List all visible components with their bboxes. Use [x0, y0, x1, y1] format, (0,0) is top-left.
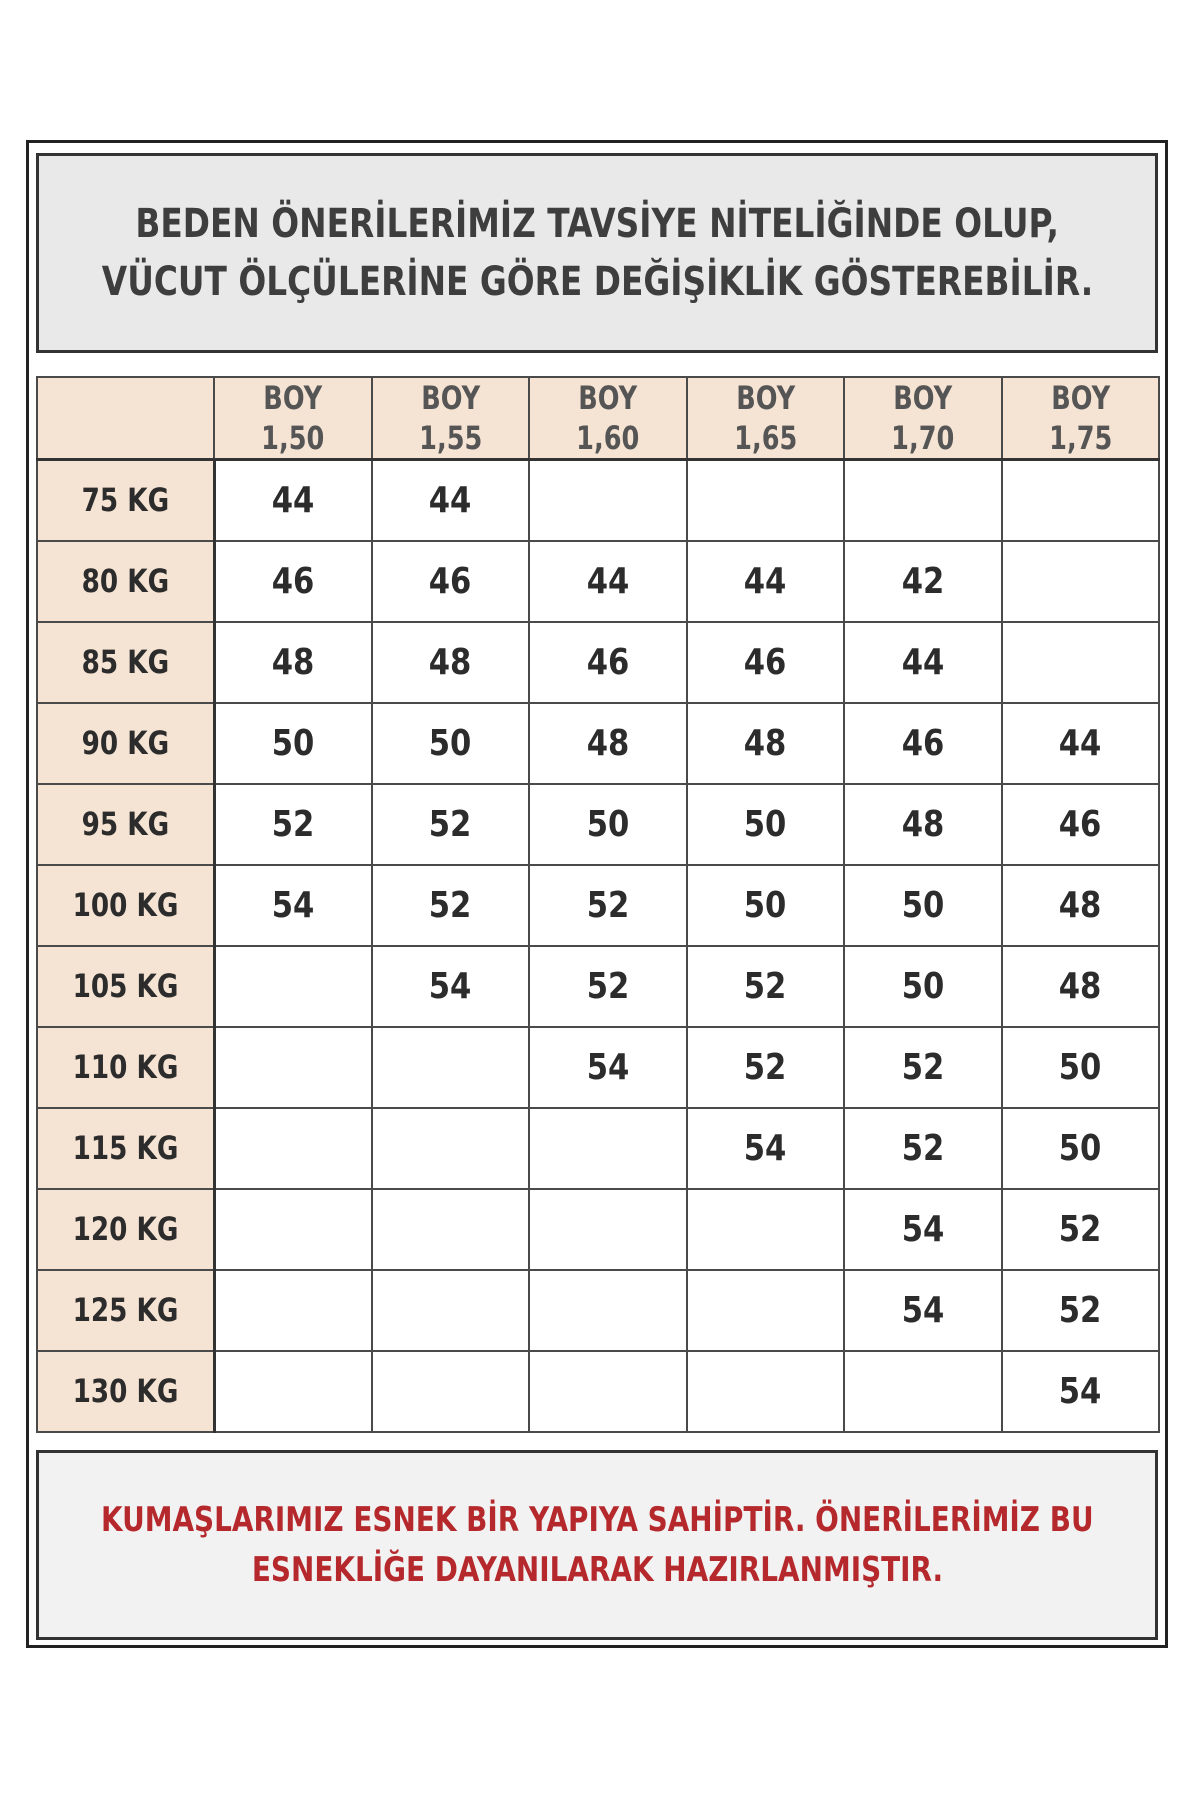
table-row — [37, 1351, 1159, 1432]
column-header-boy-150 — [214, 377, 372, 460]
row-header-weight — [37, 946, 214, 1027]
row-header-weight — [37, 1027, 214, 1108]
size-cell — [529, 1270, 687, 1351]
row-header-weight — [37, 541, 214, 622]
size-value: 48 — [1058, 965, 1102, 1007]
row-header-weight — [37, 1108, 214, 1189]
size-value: 50 — [428, 722, 472, 764]
size-value: 52 — [586, 884, 630, 926]
weight-label: 110 KG — [72, 1048, 179, 1086]
size-cell — [529, 784, 687, 865]
size-cell — [372, 865, 530, 946]
table-row — [37, 703, 1159, 784]
size-value: 44 — [428, 479, 472, 521]
size-value: 50 — [743, 884, 787, 926]
size-chart-table — [36, 376, 1160, 1433]
size-cell — [1002, 622, 1160, 703]
size-cell — [844, 865, 1002, 946]
size-cell — [687, 703, 845, 784]
size-cell — [1002, 541, 1160, 622]
size-value: 42 — [901, 560, 945, 602]
weight-label: 115 KG — [72, 1129, 179, 1167]
size-cell — [687, 460, 845, 541]
weight-label: 120 KG — [72, 1210, 179, 1248]
row-header-weight — [37, 784, 214, 865]
column-header-boy-165 — [687, 377, 845, 460]
top-notice-line-2: VÜCUT ÖLÇÜLERİNE GÖRE DEĞİŞİKLİK GÖSTEREBİLİR. — [101, 259, 1093, 305]
size-cell — [529, 1027, 687, 1108]
size-cell — [844, 1189, 1002, 1270]
size-value: 52 — [271, 803, 315, 845]
size-value: 50 — [1058, 1046, 1102, 1088]
size-cell — [687, 1351, 845, 1432]
size-value: 48 — [271, 641, 315, 683]
size-value: 44 — [743, 560, 787, 602]
size-cell — [687, 1189, 845, 1270]
table-row — [37, 1270, 1159, 1351]
weight-label: 85 KG — [81, 643, 170, 681]
size-cell — [529, 946, 687, 1027]
size-value: 54 — [901, 1289, 945, 1331]
bottom-notice-line-1: KUMAŞLARIMIZ ESNEK BİR YAPIYA SAHİPTİR. ÖNERİLERİMİZ BU — [100, 1500, 1094, 1540]
column-header-word: BOY — [735, 379, 795, 417]
size-cell — [529, 541, 687, 622]
row-header-weight — [37, 865, 214, 946]
column-header-boy-170 — [844, 377, 1002, 460]
size-value: 44 — [901, 641, 945, 683]
size-value: 52 — [743, 1046, 787, 1088]
size-value: 54 — [743, 1127, 787, 1169]
size-value: 50 — [271, 722, 315, 764]
size-cell — [372, 460, 530, 541]
bottom-notice-line-2: ESNEKLİĞE DAYANILARAK HAZIRLANMIŞTIR. — [251, 1550, 943, 1590]
size-value: 54 — [586, 1046, 630, 1088]
size-value: 52 — [1058, 1289, 1102, 1331]
size-value: 54 — [428, 965, 472, 1007]
size-cell — [844, 460, 1002, 541]
size-cell — [1002, 1027, 1160, 1108]
size-cell — [687, 622, 845, 703]
size-value: 54 — [1058, 1370, 1102, 1412]
size-cell — [844, 1351, 1002, 1432]
column-header-boy-175 — [1002, 377, 1160, 460]
size-value: 54 — [901, 1208, 945, 1250]
size-cell — [372, 1270, 530, 1351]
size-cell — [529, 460, 687, 541]
size-cell — [529, 622, 687, 703]
size-cell — [372, 946, 530, 1027]
size-cell — [529, 1108, 687, 1189]
size-cell — [1002, 784, 1160, 865]
size-cell — [372, 541, 530, 622]
size-value: 54 — [271, 884, 315, 926]
size-cell — [372, 1351, 530, 1432]
column-header-height: 1,75 — [1048, 419, 1112, 457]
size-value: 52 — [743, 965, 787, 1007]
size-cell — [214, 1027, 372, 1108]
size-cell — [844, 784, 1002, 865]
size-cell — [214, 1270, 372, 1351]
size-value: 48 — [901, 803, 945, 845]
size-cell — [529, 865, 687, 946]
size-cell — [844, 1108, 1002, 1189]
column-header-word: BOY — [893, 379, 953, 417]
row-header-weight — [37, 703, 214, 784]
size-value: 50 — [901, 965, 945, 1007]
size-cell — [1002, 1189, 1160, 1270]
weight-label: 75 KG — [81, 481, 170, 520]
column-header-word: BOY — [420, 379, 480, 417]
row-header-weight — [37, 460, 214, 541]
table-row — [37, 865, 1159, 946]
size-cell — [844, 622, 1002, 703]
column-header-height: 1,50 — [261, 419, 325, 457]
size-cell — [1002, 703, 1160, 784]
table-row — [37, 460, 1159, 541]
size-cell — [372, 703, 530, 784]
size-cell — [372, 622, 530, 703]
size-cell — [214, 541, 372, 622]
size-cell — [372, 1189, 530, 1270]
size-cell — [844, 946, 1002, 1027]
table-row — [37, 541, 1159, 622]
size-value: 48 — [743, 722, 787, 764]
size-value: 52 — [428, 884, 472, 926]
size-cell — [214, 1189, 372, 1270]
size-value: 48 — [1058, 884, 1102, 926]
size-cell — [372, 1027, 530, 1108]
size-value: 46 — [428, 560, 472, 602]
size-value: 52 — [901, 1127, 945, 1169]
table-row — [37, 946, 1159, 1027]
size-cell — [214, 460, 372, 541]
size-cell — [214, 784, 372, 865]
size-value: 50 — [586, 803, 630, 845]
size-cell — [844, 703, 1002, 784]
column-header-height: 1,65 — [733, 419, 797, 457]
weight-label: 100 KG — [72, 886, 179, 924]
size-value: 50 — [743, 803, 787, 845]
column-header-height: 1,55 — [418, 419, 482, 457]
size-cell — [529, 703, 687, 784]
size-cell — [687, 784, 845, 865]
size-cell — [687, 946, 845, 1027]
column-header-word: BOY — [263, 379, 323, 417]
size-cell — [372, 1108, 530, 1189]
table-row — [37, 784, 1159, 865]
size-value: 46 — [586, 641, 630, 683]
size-cell — [214, 1351, 372, 1432]
size-cell — [687, 865, 845, 946]
size-value: 46 — [901, 722, 945, 764]
size-cell — [214, 865, 372, 946]
weight-label: 105 KG — [72, 967, 179, 1005]
size-value: 52 — [1058, 1208, 1102, 1250]
table-row — [37, 1108, 1159, 1189]
size-value: 52 — [901, 1046, 945, 1088]
row-header-weight — [37, 1189, 214, 1270]
weight-label: 125 KG — [72, 1291, 179, 1329]
size-value: 50 — [1058, 1127, 1102, 1169]
column-header-height: 1,60 — [576, 419, 640, 457]
column-header-word: BOY — [1050, 379, 1110, 417]
size-cell — [214, 703, 372, 784]
column-header-height: 1,70 — [891, 419, 955, 457]
size-cell — [844, 1027, 1002, 1108]
size-value: 48 — [586, 722, 630, 764]
size-cell — [1002, 1351, 1160, 1432]
size-cell — [214, 946, 372, 1027]
size-cell — [687, 541, 845, 622]
column-header-boy-160 — [529, 377, 687, 460]
corner-cell — [37, 377, 214, 460]
size-value: 46 — [1058, 803, 1102, 845]
weight-label: 95 KG — [81, 805, 170, 843]
weight-label: 130 KG — [72, 1372, 179, 1410]
top-notice-line-1: BEDEN ÖNERİLERİMİZ TAVSİYE NİTELİĞİNDE OLUP, — [135, 201, 1059, 247]
header-row — [37, 377, 1159, 460]
column-header-word: BOY — [578, 379, 638, 417]
size-cell — [214, 622, 372, 703]
row-header-weight — [37, 1270, 214, 1351]
size-value: 44 — [586, 560, 630, 602]
table-row — [37, 622, 1159, 703]
size-cell — [1002, 865, 1160, 946]
size-value: 52 — [428, 803, 472, 845]
size-value: 50 — [901, 884, 945, 926]
size-cell — [844, 1270, 1002, 1351]
size-cell — [372, 784, 530, 865]
table-row — [37, 1189, 1159, 1270]
size-value: 46 — [271, 560, 315, 602]
size-value: 46 — [743, 641, 787, 683]
weight-label: 90 KG — [81, 724, 170, 762]
column-header-boy-155 — [372, 377, 530, 460]
row-header-weight — [37, 622, 214, 703]
size-cell — [687, 1270, 845, 1351]
size-cell — [1002, 460, 1160, 541]
size-cell — [687, 1027, 845, 1108]
top-notice-box — [36, 153, 1158, 353]
size-cell — [844, 541, 1002, 622]
size-cell — [1002, 1108, 1160, 1189]
weight-label: 80 KG — [81, 562, 170, 600]
size-cell — [1002, 946, 1160, 1027]
row-header-weight — [37, 1351, 214, 1432]
table-row — [37, 1027, 1159, 1108]
size-value: 44 — [1058, 722, 1102, 764]
size-cell — [1002, 1270, 1160, 1351]
size-value: 48 — [428, 641, 472, 683]
size-cell — [529, 1351, 687, 1432]
size-value: 52 — [586, 965, 630, 1007]
size-cell — [687, 1108, 845, 1189]
size-cell — [214, 1108, 372, 1189]
size-value: 44 — [271, 479, 315, 521]
bottom-notice-box — [36, 1450, 1158, 1640]
size-cell — [529, 1189, 687, 1270]
